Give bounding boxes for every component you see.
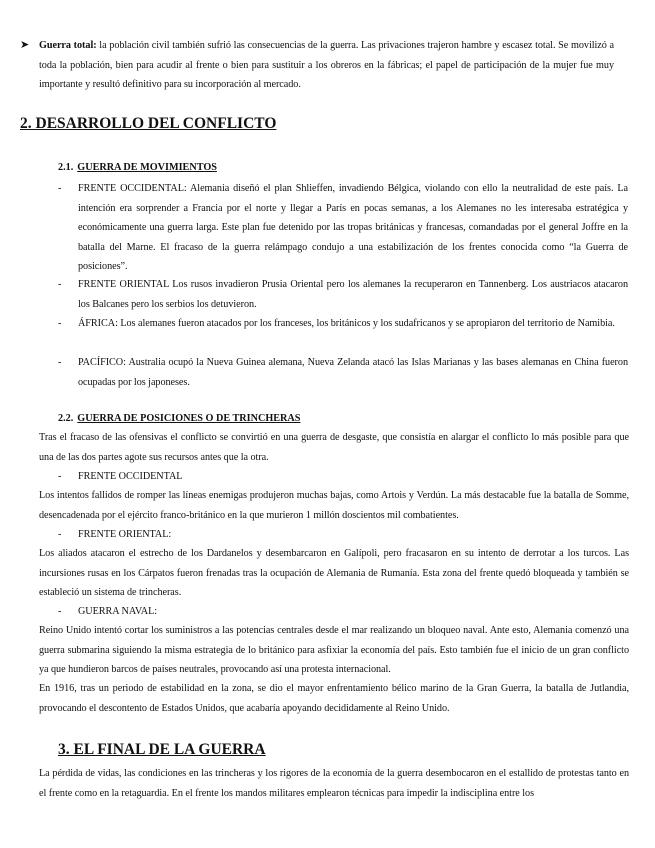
subsection-2-2-intro: Tras el fracaso de las ofensivas el conflicto se convirtió en una guerra de desgaste, que consistía en alargar el conflicto lo más posible para que una de las dos partes agote sus recursos antes que la otra.: [39, 432, 629, 463]
frente-oriental-label-text: FRENTE ORIENTAL:: [78, 529, 172, 540]
subsection-2-1-heading: [58, 160, 217, 176]
section-2-heading: 2. DESARROLLO DEL CONFLICTO: [20, 115, 277, 132]
list-item: [58, 179, 628, 277]
subsection-2-2-title: GUERRA DE POSICIONES O DE TRINCHERAS: [77, 413, 301, 424]
dash-bullet: -: [58, 279, 62, 290]
subsection-2-2-heading: [58, 411, 300, 427]
subsection-2-1-number: 2.1.: [58, 162, 74, 173]
dash-bullet: -: [58, 529, 62, 540]
intro-lead: Guerra total:: [39, 40, 97, 51]
dash-bullet: -: [58, 357, 62, 368]
arrow-bullet-icon: ➤: [20, 39, 30, 51]
dash-bullet: -: [58, 318, 62, 329]
frente-occidental-label-text: FRENTE OCCIDENTAL: [78, 471, 183, 482]
list-item-text: PACÍFICO: Australia ocupó la Nueva Guinea alemana, Nueva Zelanda atacó las Islas Marianas y las bases alemanas en China fueron ocupadas por los japoneses.: [78, 357, 628, 388]
frente-oriental-paragraph: Los aliados atacaron el estrecho de los Dardanelos y desembarcaron en Galípoli, pero fracasaron en su intento de derrotar a los turcos. Las incursiones rusas en los Cárpatos fueron frenadas tras la ocupación de Alemania de Rumanía. Esta zona del frente quedó bloqueada y también se estableció un sistema de trincheras.: [39, 548, 629, 599]
section-3-paragraph: La pérdida de vidas, las condiciones en las trincheras y los rigores de la economía de la guerra desembocaron en el estallido de protestas tanto en el frente como en la retaguardia. En el frente los mandos militares emplearon técnicas para impedir la indisciplina entre los: [39, 768, 629, 799]
dash-bullet: -: [58, 606, 62, 617]
subsection-2-2-number: 2.2.: [58, 413, 74, 424]
section-3-heading: 3. EL FINAL DE LA GUERRA: [58, 741, 266, 758]
list-item: [58, 275, 628, 315]
guerra-naval-paragraph-2: En 1916, tras un periodo de estabilidad en la zona, se dio el mayor enfrentamiento bélico marino de la Gran Guerra, la batalla de Jutlandia, provocando el descontento de Estados Unidos, que acabaría apoyando decididamente al Reino Unido.: [39, 683, 629, 714]
list-item-text: FRENTE OCCIDENTAL: Alemania diseñó el plan Shlieffen, invadiendo Bélgica, violando con ello la neutralidad de este país. La intención era sorprender a Francia por el norte y llegar a París en pocas semanas, a los Alemanes no les interesaba estratégica y económicamente una guerra larga. Este plan fue detenido por las tropas británicas y francesas, comandadas por el general Joffre en la batalla del Marne. El fracaso de la guerra relámpago condujo a una estabilización de los frentes conocida como “la Guerra de posiciones”.: [78, 183, 628, 273]
intro-text: la población civil también sufrió las consecuencias de la guerra. Las privaciones trajeron hambre y escasez total. Se movilizó a toda la población, bien para acudir al frente o bien para sustituir a los obreros en la fábricas; el papel de participación de la mujer fue muy importante y resultó definitivo para su incorporación al mercado.: [39, 40, 615, 91]
list-item-text: ÁFRICA: Los alemanes fueron atacados por los franceses, los británicos y los sudafricanos y se apropiaron del territorio de Namibia.: [78, 318, 615, 329]
list-item: [58, 353, 628, 393]
subsection-2-1-title: GUERRA DE MOVIMIENTOS: [77, 162, 217, 173]
frente-occidental-paragraph: Los intentos fallidos de romper las líneas enemigas produjeron muchas bajas, como Artois y Verdún. La más destacable fue la batalla de Somme, desencadenada por el ejército franco-británico en la que murieron 1 millón doscientos mil combatientes.: [39, 490, 629, 521]
guerra-naval-label-text: GUERRA NAVAL:: [78, 606, 158, 617]
list-item: [58, 314, 628, 354]
intro-paragraph: [39, 36, 614, 95]
dash-bullet: -: [58, 183, 62, 194]
list-item-text: FRENTE ORIENTAL Los rusos invadieron Prusia Oriental pero los alemanes la recuperaron en Tannenberg. Los austriacos atacaron los Balcanes pero los serbios los detuvieron.: [78, 279, 628, 310]
dash-bullet: -: [58, 471, 62, 482]
guerra-naval-paragraph: Reino Unido intentó cortar los suministros a las potencias centrales desde el mar realizando un bloqueo naval. Ante esto, Alemania comenzó una guerra submarina siguiendo la misma estrategia de lo británico para asfixiar la economía del país. Esto también fue el inicio de un gran conflicto ya que hundieron barcos de países neutrales, provocando así una protesta internacional.: [39, 625, 629, 676]
